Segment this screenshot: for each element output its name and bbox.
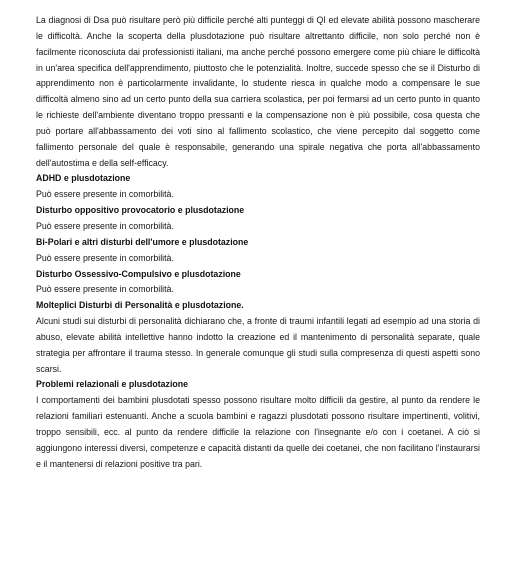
document-body [36, 13, 480, 472]
section-body-ocd: Può essere presente in comorbilità. [36, 284, 174, 295]
section-heading-ocd: Disturbo Ossessivo-Compulsivo e plusdotazione [36, 268, 241, 279]
section-heading-relational: Problemi relazionali e plusdotazione [36, 379, 189, 390]
section-heading-oppositional: Disturbo oppositivo provocatorio e plusdotazione [36, 205, 245, 216]
section-body-relational: I comportamenti dei bambini plusdotati spesso possono risultare molto difficili da gestire, al punto da rendere le relazioni familiari estenuanti. Anche a scuola bambini e ragazzi plusdotati possono risultare impertinenti, volitivi, troppo sensibili, ecc. al punto da rendere difficile la relazione con l'insegnante e/o con i coetanei. A ciò si aggiungono interessi diversi, competenze e capacità distanti da quelle dei coetanei, che non facilitano l'instaurarsi e il mantenersi di relazioni positive tra pari. [36, 395, 480, 469]
section-heading-adhd: ADHD e plusdotazione [36, 173, 131, 184]
section-body-adhd: Può essere presente in comorbilità. [36, 189, 174, 200]
section-body-oppositional: Può essere presente in comorbilità. [36, 220, 174, 231]
section-heading-personality: Molteplici Disturbi di Personalità e plusdotazione. [36, 300, 244, 311]
intro-paragraph: La diagnosi di Dsa può risultare però più difficile perché alti punteggi di QI ed elevate abilità possono mascherare le difficoltà. Anche la scoperta della plusdotazione può risultare altrettanto difficile, non solo perché non è facilmente riconosciuta dai professionisti italiani, ma anche perché possono emergere come più chiare le difficoltà in un'area specifica dell'apprendimento, piuttosto che le potenzialità. Inoltre, succede spesso che se il Disturbo di apprendimento non è particolarmente invalidante, lo studente riesca in qualche modo a compensare le sue difficoltà almeno sino ad un certo punto della sua carriera scolastica, per poi fermarsi ad un certo punto in quanto le richieste dell'ambiente diventano troppo pressanti e la compensazione non è più possibile, cosa questa che può portare all'abbassamento dei voti sino al fallimento scolastico, che viene percepito dal soggetto come fallimento personale del quale è responsabile, generando una spirale negativa che porta all'abbassamento dell'autostima e della self-efficacy. [36, 15, 480, 168]
section-body-personality: Alcuni studi sui disturbi di personalità dichiarano che, a fronte di traumi infantili legati ad esempio ad una storia di abuso, elevate abilità intellettive hanno indotto la creazione ed il mantenimento di personalità separate, quale strategia per affrontare il trauma stesso. In generale comunque gli studi sulla compresenza di questi aspetti sono scarsi. [36, 316, 480, 374]
section-heading-bipolar: Bi-Polari e altri disturbi dell'umore e plusdotazione [36, 236, 249, 247]
section-body-bipolar: Può essere presente in comorbilità. [36, 252, 174, 263]
